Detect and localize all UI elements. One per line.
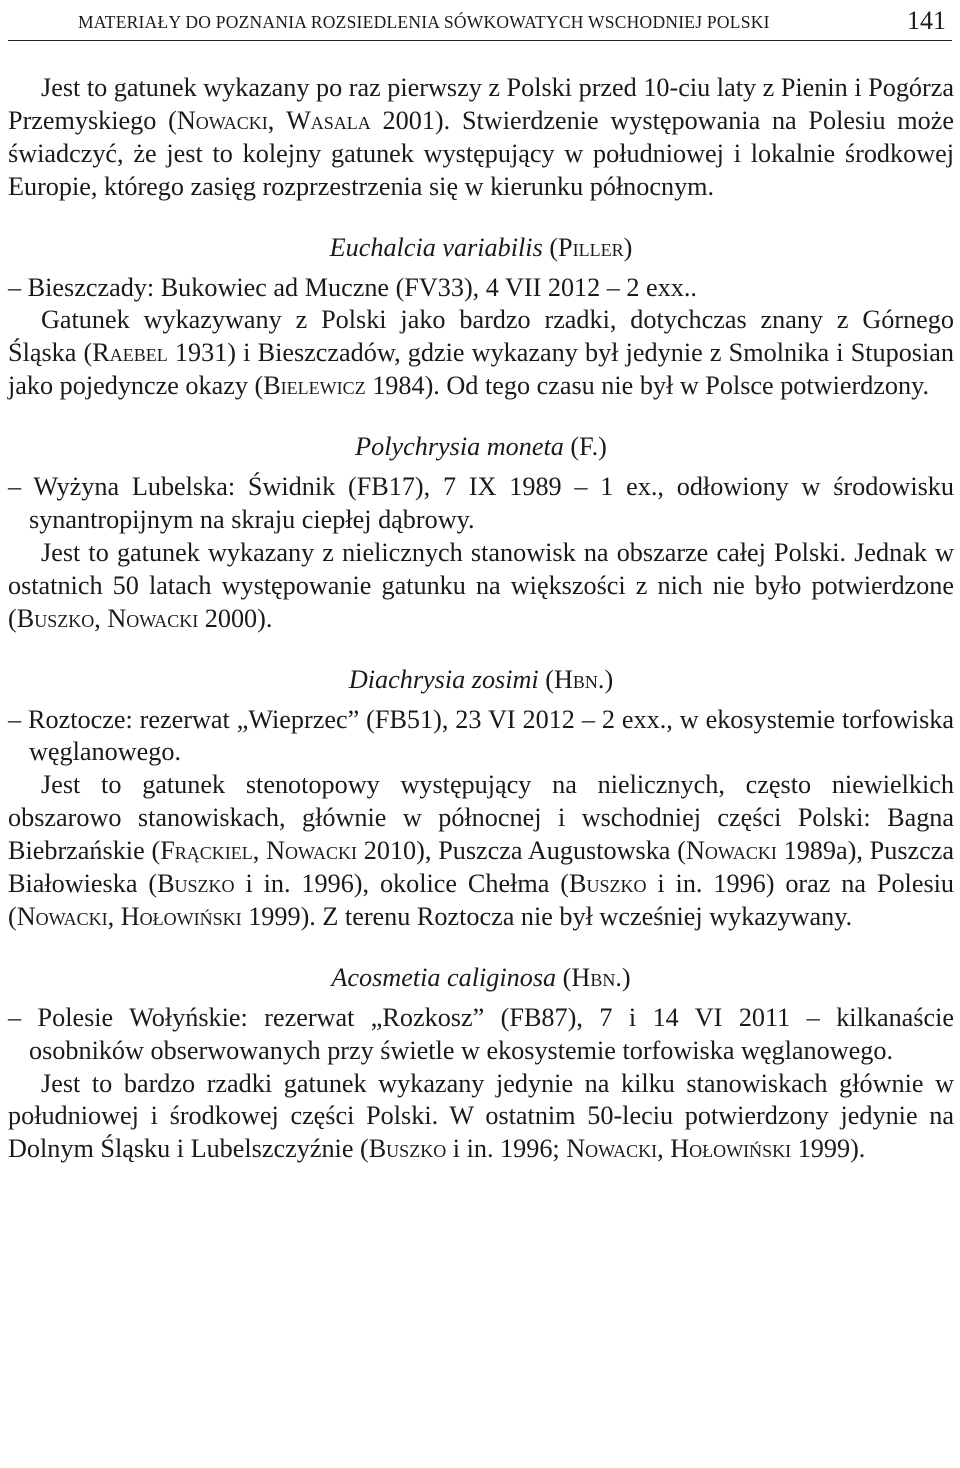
species-name: Acosmetia caliginosa	[331, 962, 557, 992]
species-author: Hbn.	[571, 962, 622, 992]
author-citation: Buszko	[569, 869, 647, 899]
author-citation: Wasala	[286, 105, 371, 135]
species-heading: Polychrysia moneta (F.)	[355, 432, 607, 462]
locality-record: – Roztocze: rezerwat „Wieprzec” (FB51), 23 VI 2012 – 2 exx., w ekosystemie torfowiska węglanowego.	[8, 704, 954, 767]
paragraph: Gatunek wykazywany z Polski jako bardzo rzadki, dotychczas znany z Górnego Śląska (Raebel 1931) i Bieszczadów, gdzie wykazany był jedynie z Smolnika i Stuposian jako pojedyncze okazy (Bielewicz 1984). Od tego czasu nie był w Polsce potwierdzony.	[8, 305, 954, 401]
species-author: Piller	[558, 232, 624, 262]
author-citation: Hołowiński	[670, 1134, 792, 1164]
author-citation: Buszko	[368, 1134, 447, 1164]
paragraph: Jest to gatunek stenotopowy występujący na nielicznych, często niewielkich obszarowo stanowiskach, głównie w północnej i wschodniej części Polski: Bagna Biebrzańskie (Frąckiel, Nowacki 2010), Puszcza Augustowska (Nowacki 1989a), Puszcza Białowieska (Buszko i in. 1996), okolice Chełma (Buszko i in. 1996) oraz na Polesiu (Nowacki, Hołowiński 1999). Z terenu Roztocza nie był wcześniej wykazywany.	[8, 770, 955, 931]
author-citation: Hołowiński	[120, 901, 242, 931]
author-citation: Buszko	[16, 603, 95, 633]
author-citation: Nowacki	[16, 901, 108, 931]
author-citation: Nowacki	[566, 1134, 658, 1164]
species-heading: Acosmetia caliginosa (Hbn.)	[331, 962, 631, 992]
body-text	[8, 72, 954, 1166]
paragraph: Jest to bardzo rzadki gatunek wykazany jedynie na kilku stanowiskach głównie w południowej i środkowej części Polski. W ostatnim 50-leciu potwierdzony jedynie na Dolnym Śląsku i Lubelszczyźnie (Buszko i in. 1996; Nowacki, Hołowiński 1999).	[8, 1068, 954, 1164]
author-citation: Frąckiel	[160, 836, 253, 866]
author-citation: Nowacki	[107, 603, 199, 633]
locality-record: – Bieszczady: Bukowiec ad Muczne (FV33), 4 VII 2012 – 2 exx..	[8, 272, 697, 302]
author-citation: Nowacki	[176, 105, 268, 135]
locality-record: – Wyżyna Lubelska: Świdnik (FB17), 7 IX 1989 – 1 ex., odłowiony w środowisku synantropijnym na skraju ciepłej dąbrowy.	[8, 472, 954, 534]
running-title: MATERIAŁY DO POZNANIA ROZSIEDLENIA SÓWKOWATYCH WSCHODNIEJ POLSKI	[78, 12, 770, 32]
running-header	[8, 4, 952, 41]
author-citation: Buszko	[157, 869, 235, 899]
species-heading: Diachrysia zosimi (Hbn.)	[348, 664, 614, 694]
species-name: Polychrysia moneta	[355, 432, 564, 462]
species-author: F.	[579, 432, 599, 462]
species-heading: Euchalcia variabilis (Piller)	[329, 232, 633, 262]
author-citation: Nowacki	[266, 836, 357, 866]
locality-record: – Polesie Wołyńskie: rezerwat „Rozkosz” (FB87), 7 i 14 VI 2011 – kilkanaście osobników obserwowanych przy świetle w ekosystemie torfowiska węglanowego.	[8, 1002, 954, 1065]
author-citation: Nowacki	[685, 836, 777, 866]
author-citation: Bielewicz	[263, 371, 366, 401]
page-number: 141	[907, 6, 946, 35]
paragraph: Jest to gatunek wykazany z nielicznych stanowisk na obszarze całej Polski. Jednak w ostatnich 50 latach występowanie gatunku na większości z nich nie było potwierdzone (Buszko, Nowacki 2000).	[8, 537, 954, 633]
species-name: Euchalcia variabilis	[329, 232, 543, 262]
paragraph: Jest to gatunek wykazany po raz pierwszy z Polski przed 10-ciu laty z Pienin i Pogórza Przemyskiego (Nowacki, Wasala 2001). Stwierdzenie występowania na Polesiu może świadczyć, że jest to kolejny gatunek występujący w południowej i lokalnie środkowej Europie, którego zasięg rozprzestrzenia się w kierunku północnym.	[8, 73, 955, 201]
author-citation: Raebel	[92, 338, 168, 368]
species-name: Diachrysia zosimi	[348, 664, 539, 694]
species-author: Hbn.	[553, 664, 605, 694]
